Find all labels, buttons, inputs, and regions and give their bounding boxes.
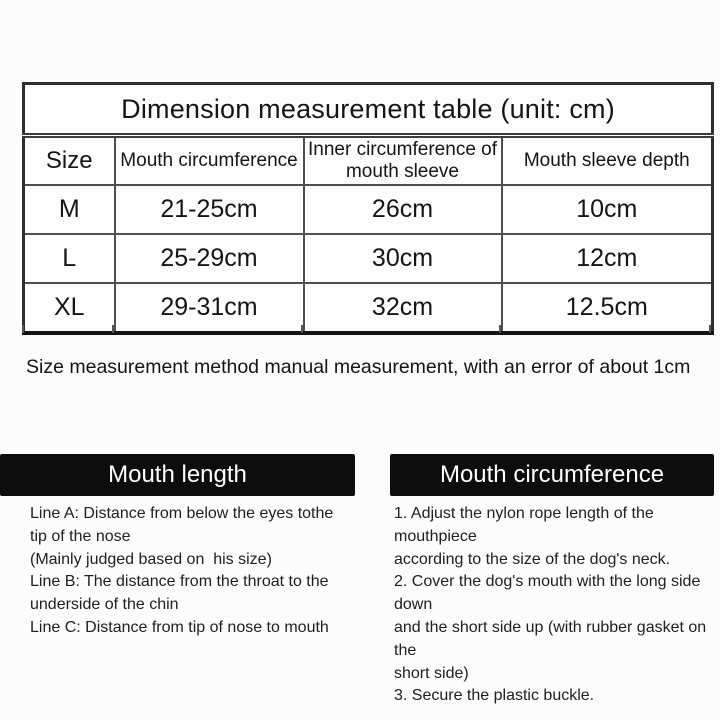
section-header-label: Mouth length <box>108 461 247 488</box>
cell-mouth-circumference: 29-31cm <box>115 283 304 333</box>
instruction-line: 2. Cover the dog's mouth with the long side down <box>394 573 705 614</box>
column-header-size: Size <box>45 147 93 175</box>
table-row-xl <box>24 283 713 333</box>
measurement-note: Size measurement method manual measurement, with an error of about 1cm <box>26 355 691 378</box>
instruction-line: according to the size of the dog's neck. <box>394 550 671 568</box>
instruction-line: (Mainly judged based on his size) <box>30 550 272 568</box>
instruction-line: short side) <box>394 664 469 682</box>
section-header-mouth-circumference <box>390 454 714 496</box>
instruction-line: Line C: Distance from tip of nose to mouth <box>30 618 329 636</box>
table-row-l <box>24 234 713 283</box>
table-body <box>24 185 713 333</box>
cell-size: XL <box>24 283 115 333</box>
cell-inner-circumference: 30cm <box>304 234 502 283</box>
instruction-line: 1. Adjust the nylon rope length of the mouthpiece <box>394 505 659 545</box>
instruction-line: and the short side up (with rubber gasket on the <box>394 618 711 659</box>
cell-sleeve-depth: 10cm <box>502 185 713 234</box>
column-header-mouth-circumference: Mouth circumference <box>115 136 304 186</box>
cell-sleeve-depth: 12.5cm <box>502 283 713 333</box>
cell-mouth-circumference: 21-25cm <box>115 185 304 234</box>
table-line-stub <box>709 325 711 333</box>
instruction-line: 3. Secure the plastic buckle. <box>394 687 595 705</box>
table-line-stub <box>499 325 501 333</box>
cell-size: M <box>24 185 115 234</box>
instruction-line: tip of the nose <box>30 527 131 545</box>
cell-inner-circumference: 26cm <box>304 185 502 234</box>
table-header-row <box>24 136 713 186</box>
section-header-mouth-length <box>0 454 355 496</box>
mouth-circumference-instructions <box>394 503 720 708</box>
cell-inner-circumference: 32cm <box>304 283 502 333</box>
dimension-table <box>22 82 714 335</box>
instruction-line: Line A: Distance from below the eyes tothe <box>30 505 334 522</box>
instruction-line: Line B: The distance from the throat to the <box>30 573 329 591</box>
column-header-mouth-sleeve-depth: Mouth sleeve depth <box>502 136 713 186</box>
table-line-stub <box>301 325 303 333</box>
table-title-row <box>24 84 713 136</box>
column-header-inner-circumference: Inner circumference of mouth sleeve <box>304 136 502 186</box>
instruction-line: underside of the chin <box>30 596 179 614</box>
cell-size: L <box>24 234 115 283</box>
section-header-label: Mouth circumference <box>439 461 665 488</box>
table-line-stub <box>22 325 24 333</box>
cell-mouth-circumference: 25-29cm <box>115 234 304 283</box>
mouth-length-instructions <box>30 503 365 640</box>
table-line-stub <box>112 325 114 333</box>
table-title: Dimension measurement table (unit: cm) <box>24 84 713 136</box>
cell-sleeve-depth: 12cm <box>502 234 713 283</box>
table-row-m <box>24 185 713 234</box>
